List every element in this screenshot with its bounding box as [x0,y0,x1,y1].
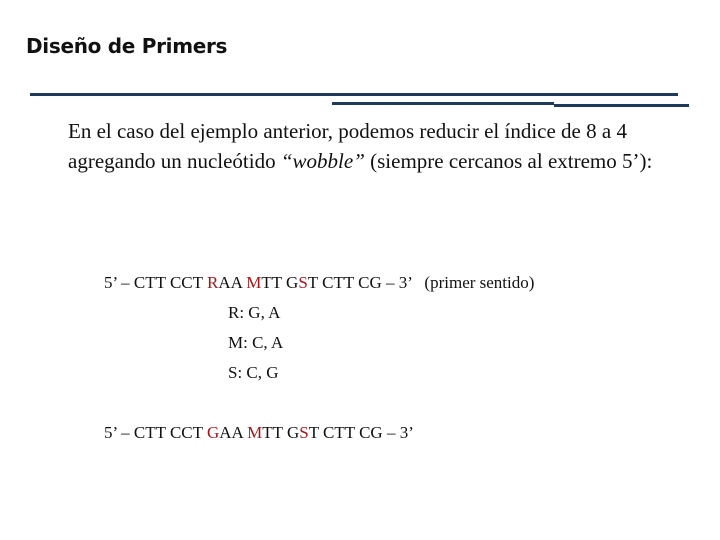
seq1-part: TT G [261,273,299,292]
paragraph-text-end: (siempre cercanos al extremo 5’): [364,149,653,173]
seq2-part: T CTT CG – 3’ [308,423,414,442]
seq1-part: T CTT CG – 3’ (primer sentido) [307,273,535,292]
seq2-part: AA [219,423,248,442]
explanation-paragraph [68,116,678,176]
seq1-ambiguity-S: S [298,273,308,292]
ambiguity-code-S: S: C, G [228,363,279,382]
paragraph-text-start: En el caso del ejemplo anterior, podemos reducir el índice de 8 a 4 agregando un nucleótido [68,119,627,173]
title-underline-segment-mid [332,102,554,105]
seq2-part: 5’ – CTT CCT [104,423,207,442]
seq1-ambiguity-M: M [246,273,262,292]
title-underline [30,93,678,96]
seq2-ambiguity-M: M [247,423,263,442]
slide-title: Diseño de Primers [26,34,228,58]
seq1-part: AA [218,273,247,292]
ambiguity-code-M: M: C, A [228,333,284,352]
seq1-ambiguity-R: R [206,273,219,292]
seq2-base-G: G [206,423,220,442]
seq2-part: TT G [262,423,300,442]
paragraph-wobble-term: “wobble” [280,149,365,173]
title-underline-segment-right [554,104,689,107]
seq1-part: 5’ – CTT CCT [104,273,207,292]
primer-sequence-degenerate [104,273,534,293]
ambiguity-code-R: R: G, A [228,303,281,322]
primer-sequence-wobble [104,423,414,443]
seq2-ambiguity-S: S [299,423,309,442]
